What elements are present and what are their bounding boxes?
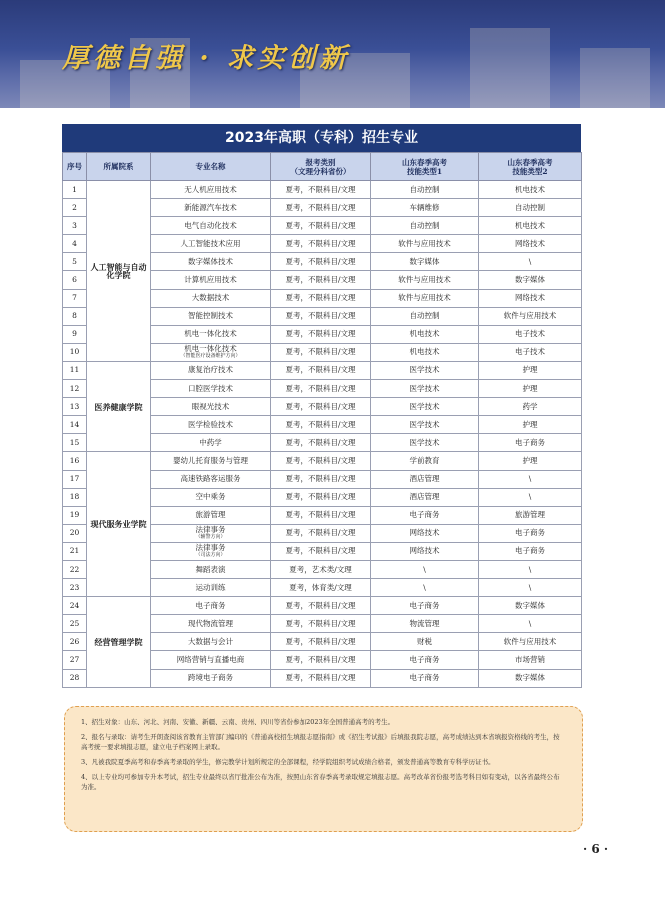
note-1: 1、招生对象：山东、河北、河南、安徽、新疆、云南、贵州、四川等省份参加2023年全国普通高考的考生。 bbox=[81, 718, 395, 726]
row-number: 15 bbox=[63, 434, 87, 452]
skill-type-1: 酒店管理 bbox=[371, 488, 479, 506]
skill-type-1: 学前教育 bbox=[371, 452, 479, 470]
exam-type: 夏考，不限科目/文理 bbox=[271, 307, 371, 325]
major-name bbox=[151, 506, 271, 524]
row-number: 19 bbox=[63, 506, 87, 524]
skill-type-2: 护理 bbox=[479, 452, 582, 470]
major-name bbox=[151, 235, 271, 253]
skill-type-2: 市场营销 bbox=[479, 651, 582, 669]
major-name bbox=[151, 398, 271, 416]
skill-type-1: \ bbox=[371, 560, 479, 578]
major-name bbox=[151, 452, 271, 470]
row-number: 27 bbox=[63, 651, 87, 669]
major-name-text: 数字媒体技术 bbox=[188, 256, 233, 266]
major-direction: （智能医疗设备维护方向） bbox=[180, 353, 241, 360]
table-header-row bbox=[63, 153, 582, 181]
exam-type: 夏考，不限科目/文理 bbox=[271, 199, 371, 217]
skill-type-1: 医学技术 bbox=[371, 434, 479, 452]
skill-type-2: 数字媒体 bbox=[479, 271, 582, 289]
major-name bbox=[151, 651, 271, 669]
note-4: 4、以上专业均可参加专升本考试，招生专业最终以省厅批准公布为准，按照山东省春季高考录取规定填报志愿。高考改革省份报考选考科目如有变动，以各省最终公布为准。 bbox=[81, 773, 560, 791]
header-num: 序号 bbox=[63, 153, 87, 181]
skill-type-1: 软件与应用技术 bbox=[371, 289, 479, 307]
exam-type: 夏考，不限科目/文理 bbox=[271, 289, 371, 307]
skill-type-1: 电子商务 bbox=[371, 506, 479, 524]
header-dept: 所属院系 bbox=[87, 153, 151, 181]
skill-type-1: 电子商务 bbox=[371, 597, 479, 615]
major-name bbox=[151, 669, 271, 687]
major-name bbox=[151, 579, 271, 597]
exam-type: 夏考，不限科目/文理 bbox=[271, 253, 371, 271]
table-row bbox=[63, 361, 582, 379]
table-title: 2023年高职（专科）招生专业 bbox=[62, 124, 581, 152]
major-name-text: 中药学 bbox=[199, 437, 222, 447]
skill-type-1: 自动控制 bbox=[371, 307, 479, 325]
row-number: 3 bbox=[63, 217, 87, 235]
row-number: 12 bbox=[63, 380, 87, 398]
major-name-text: 网络营销与直播电商 bbox=[176, 654, 245, 664]
banner-slogan: 厚德自强 · 求实创新 bbox=[62, 43, 351, 74]
skill-type-2: \ bbox=[479, 560, 582, 578]
exam-type: 夏考，不限科目/文理 bbox=[271, 524, 371, 542]
major-name bbox=[151, 615, 271, 633]
skill-type-1: 机电技术 bbox=[371, 343, 479, 361]
skill-type-1: 网络技术 bbox=[371, 524, 479, 542]
exam-type: 夏考，不限科目/文理 bbox=[271, 181, 371, 199]
exam-type: 夏考，不限科目/文理 bbox=[271, 434, 371, 452]
major-name bbox=[151, 416, 271, 434]
major-name-text: 现代物流管理 bbox=[188, 618, 233, 628]
exam-type: 夏考，不限科目/文理 bbox=[271, 217, 371, 235]
skill-type-2: 数字媒体 bbox=[479, 597, 582, 615]
exam-type: 夏考，不限科目/文理 bbox=[271, 398, 371, 416]
major-name-text: 无人机应用技术 bbox=[184, 184, 237, 194]
skill-type-2: 机电技术 bbox=[479, 217, 582, 235]
table-body bbox=[63, 181, 582, 688]
skill-type-2: 护理 bbox=[479, 380, 582, 398]
row-number: 4 bbox=[63, 235, 87, 253]
skill-type-2: 软件与应用技术 bbox=[479, 307, 582, 325]
major-name-text: 大数据与会计 bbox=[188, 636, 233, 646]
major-name-text: 机电一体化技术 bbox=[184, 329, 237, 339]
skill-type-1: 医学技术 bbox=[371, 361, 479, 379]
major-name bbox=[151, 271, 271, 289]
row-number: 11 bbox=[63, 361, 87, 379]
table-row bbox=[63, 181, 582, 199]
header-type-sub: （文理分科省份） bbox=[290, 166, 351, 176]
row-number: 9 bbox=[63, 325, 87, 343]
header-cat2 bbox=[479, 153, 582, 181]
skill-type-1: 电子商务 bbox=[371, 651, 479, 669]
skill-type-1: 电子商务 bbox=[371, 669, 479, 687]
row-number: 22 bbox=[63, 560, 87, 578]
major-name-text: 运动训练 bbox=[195, 582, 226, 592]
major-direction: （司法方向） bbox=[195, 552, 226, 559]
skill-type-1: 网络技术 bbox=[371, 542, 479, 560]
department-cell: 人工智能与自动化学院 bbox=[87, 181, 151, 362]
skill-type-1: 医学技术 bbox=[371, 416, 479, 434]
major-name-text: 舞蹈表演 bbox=[195, 564, 226, 574]
skill-type-1: 机电技术 bbox=[371, 325, 479, 343]
exam-type: 夏考，不限科目/文理 bbox=[271, 361, 371, 379]
major-name bbox=[151, 434, 271, 452]
admission-table-container bbox=[62, 124, 581, 688]
skill-type-2: \ bbox=[479, 579, 582, 597]
major-name-text: 大数据技术 bbox=[191, 293, 230, 303]
building-silhouette bbox=[470, 28, 550, 108]
major-name bbox=[151, 253, 271, 271]
header-banner bbox=[0, 0, 665, 108]
skill-type-2: \ bbox=[479, 615, 582, 633]
notes-box bbox=[64, 706, 583, 832]
major-name bbox=[151, 597, 271, 615]
row-number: 25 bbox=[63, 615, 87, 633]
skill-type-2: 软件与应用技术 bbox=[479, 633, 582, 651]
row-number: 6 bbox=[63, 271, 87, 289]
building-silhouette bbox=[580, 48, 650, 108]
page-number: · 6 · bbox=[583, 842, 609, 856]
skill-type-2: 电子技术 bbox=[479, 325, 582, 343]
skill-type-1: \ bbox=[371, 579, 479, 597]
exam-type: 夏考，不限科目/文理 bbox=[271, 542, 371, 560]
row-number: 18 bbox=[63, 488, 87, 506]
skill-type-2: 电子商务 bbox=[479, 524, 582, 542]
department-cell: 现代服务业学院 bbox=[87, 452, 151, 597]
row-number: 23 bbox=[63, 579, 87, 597]
major-name-text: 口腔医学技术 bbox=[188, 383, 233, 393]
row-number: 14 bbox=[63, 416, 87, 434]
department-cell: 医养健康学院 bbox=[87, 361, 151, 451]
header-cat1 bbox=[371, 153, 479, 181]
department-cell: 经营管理学院 bbox=[87, 597, 151, 687]
exam-type: 夏考，不限科目/文理 bbox=[271, 271, 371, 289]
major-name-text: 法律事务 bbox=[195, 543, 226, 553]
exam-type: 夏考，不限科目/文理 bbox=[271, 615, 371, 633]
row-number: 8 bbox=[63, 307, 87, 325]
skill-type-2: 自动控制 bbox=[479, 199, 582, 217]
header-cat2-main: 山东春季高考 bbox=[507, 157, 553, 167]
row-number: 24 bbox=[63, 597, 87, 615]
exam-type: 夏考，不限科目/文理 bbox=[271, 452, 371, 470]
major-name-text: 法律事务 bbox=[195, 525, 226, 535]
row-number: 2 bbox=[63, 199, 87, 217]
exam-type: 夏考，不限科目/文理 bbox=[271, 470, 371, 488]
row-number: 13 bbox=[63, 398, 87, 416]
header-cat1-sub: 技能类型1 bbox=[406, 166, 443, 176]
major-name-text: 旅游管理 bbox=[195, 510, 226, 520]
major-name-text: 康复治疗技术 bbox=[188, 365, 233, 375]
major-name bbox=[151, 361, 271, 379]
skill-type-2: \ bbox=[479, 470, 582, 488]
skill-type-2: \ bbox=[479, 488, 582, 506]
exam-type: 夏考，不限科目/文理 bbox=[271, 488, 371, 506]
major-name-text: 人工智能技术应用 bbox=[180, 238, 241, 248]
major-name-text: 电子商务 bbox=[195, 600, 226, 610]
exam-type: 夏考，不限科目/文理 bbox=[271, 416, 371, 434]
row-number: 28 bbox=[63, 669, 87, 687]
skill-type-1: 自动控制 bbox=[371, 217, 479, 235]
table-row bbox=[63, 452, 582, 470]
major-direction: （辅警方向） bbox=[195, 534, 226, 541]
skill-type-1: 物流管理 bbox=[371, 615, 479, 633]
major-name bbox=[151, 560, 271, 578]
skill-type-2: 电子技术 bbox=[479, 343, 582, 361]
header-type bbox=[271, 153, 371, 181]
skill-type-1: 医学技术 bbox=[371, 398, 479, 416]
admission-table bbox=[62, 152, 582, 688]
header-type-main: 报考类别 bbox=[305, 157, 336, 167]
skill-type-1: 软件与应用技术 bbox=[371, 235, 479, 253]
skill-type-2: 旅游管理 bbox=[479, 506, 582, 524]
skill-type-2: 网络技术 bbox=[479, 235, 582, 253]
major-name-text: 空中乘务 bbox=[195, 492, 226, 502]
major-name-text: 智能控制技术 bbox=[188, 311, 233, 321]
exam-type: 夏考，体育类/文理 bbox=[271, 579, 371, 597]
exam-type: 夏考，不限科目/文理 bbox=[271, 506, 371, 524]
major-name bbox=[151, 343, 271, 361]
major-name-text: 电气自动化技术 bbox=[184, 220, 237, 230]
exam-type: 夏考，不限科目/文理 bbox=[271, 343, 371, 361]
skill-type-2: 电子商务 bbox=[479, 434, 582, 452]
skill-type-1: 医学技术 bbox=[371, 380, 479, 398]
skill-type-2: 网络技术 bbox=[479, 289, 582, 307]
major-name bbox=[151, 488, 271, 506]
exam-type: 夏考，艺术类/文理 bbox=[271, 560, 371, 578]
row-number: 7 bbox=[63, 289, 87, 307]
skill-type-1: 软件与应用技术 bbox=[371, 271, 479, 289]
row-number: 16 bbox=[63, 452, 87, 470]
row-number: 20 bbox=[63, 524, 87, 542]
major-name bbox=[151, 217, 271, 235]
skill-type-1: 酒店管理 bbox=[371, 470, 479, 488]
exam-type: 夏考，不限科目/文理 bbox=[271, 235, 371, 253]
skill-type-1: 车辆维修 bbox=[371, 199, 479, 217]
exam-type: 夏考，不限科目/文理 bbox=[271, 651, 371, 669]
skill-type-1: 财税 bbox=[371, 633, 479, 651]
header-cat1-main: 山东春季高考 bbox=[402, 157, 447, 167]
major-name bbox=[151, 633, 271, 651]
skill-type-2: 数字媒体 bbox=[479, 669, 582, 687]
major-name bbox=[151, 289, 271, 307]
skill-type-2: \ bbox=[479, 253, 582, 271]
major-name-text: 新能源汽车技术 bbox=[184, 202, 237, 212]
major-name-text: 医学检验技术 bbox=[188, 419, 233, 429]
major-name bbox=[151, 524, 271, 542]
major-name-text: 机电一体化技术 bbox=[184, 344, 237, 354]
row-number: 1 bbox=[63, 181, 87, 199]
major-name-text: 计算机应用技术 bbox=[184, 275, 237, 285]
skill-type-1: 自动控制 bbox=[371, 181, 479, 199]
skill-type-2: 药学 bbox=[479, 398, 582, 416]
skill-type-2: 护理 bbox=[479, 361, 582, 379]
row-number: 26 bbox=[63, 633, 87, 651]
major-name bbox=[151, 181, 271, 199]
note-2: 2、报名与录取：请考生开朗查阅该省教育主管部门编印的《普通高校招生填报志愿指南》或《招生考试报》后填报我院志愿，高考成绩达到本省填报资格线的考生，按高考统一要求填报志愿，建立电子档案网上录取。 bbox=[81, 733, 560, 751]
row-number: 10 bbox=[63, 343, 87, 361]
major-name bbox=[151, 380, 271, 398]
skill-type-2: 电子商务 bbox=[479, 542, 582, 560]
skill-type-1: 数字媒体 bbox=[371, 253, 479, 271]
exam-type: 夏考，不限科目/文理 bbox=[271, 669, 371, 687]
note-3: 3、凡被我院夏季高考和春季高考录取的学生，修完教学计划所规定的全部课程，经学院组织考试成绩合格者，颁发普通高等教育专科学历证书。 bbox=[81, 758, 495, 766]
major-name bbox=[151, 542, 271, 560]
exam-type: 夏考，不限科目/文理 bbox=[271, 597, 371, 615]
skill-type-2: 护理 bbox=[479, 416, 582, 434]
header-major: 专业名称 bbox=[151, 153, 271, 181]
exam-type: 夏考，不限科目/文理 bbox=[271, 380, 371, 398]
skill-type-2: 机电技术 bbox=[479, 181, 582, 199]
exam-type: 夏考，不限科目/文理 bbox=[271, 325, 371, 343]
row-number: 21 bbox=[63, 542, 87, 560]
major-name bbox=[151, 325, 271, 343]
header-cat2-sub: 技能类型2 bbox=[512, 166, 548, 176]
major-name-text: 跨境电子商务 bbox=[188, 673, 233, 683]
exam-type: 夏考，不限科目/文理 bbox=[271, 633, 371, 651]
major-name bbox=[151, 307, 271, 325]
row-number: 17 bbox=[63, 470, 87, 488]
row-number: 5 bbox=[63, 253, 87, 271]
major-name bbox=[151, 199, 271, 217]
major-name-text: 高速铁路客运服务 bbox=[180, 474, 241, 484]
major-name-text: 婴幼儿托育服务与管理 bbox=[173, 455, 248, 465]
major-name-text: 眼视光技术 bbox=[191, 401, 230, 411]
table-row bbox=[63, 597, 582, 615]
major-name bbox=[151, 470, 271, 488]
